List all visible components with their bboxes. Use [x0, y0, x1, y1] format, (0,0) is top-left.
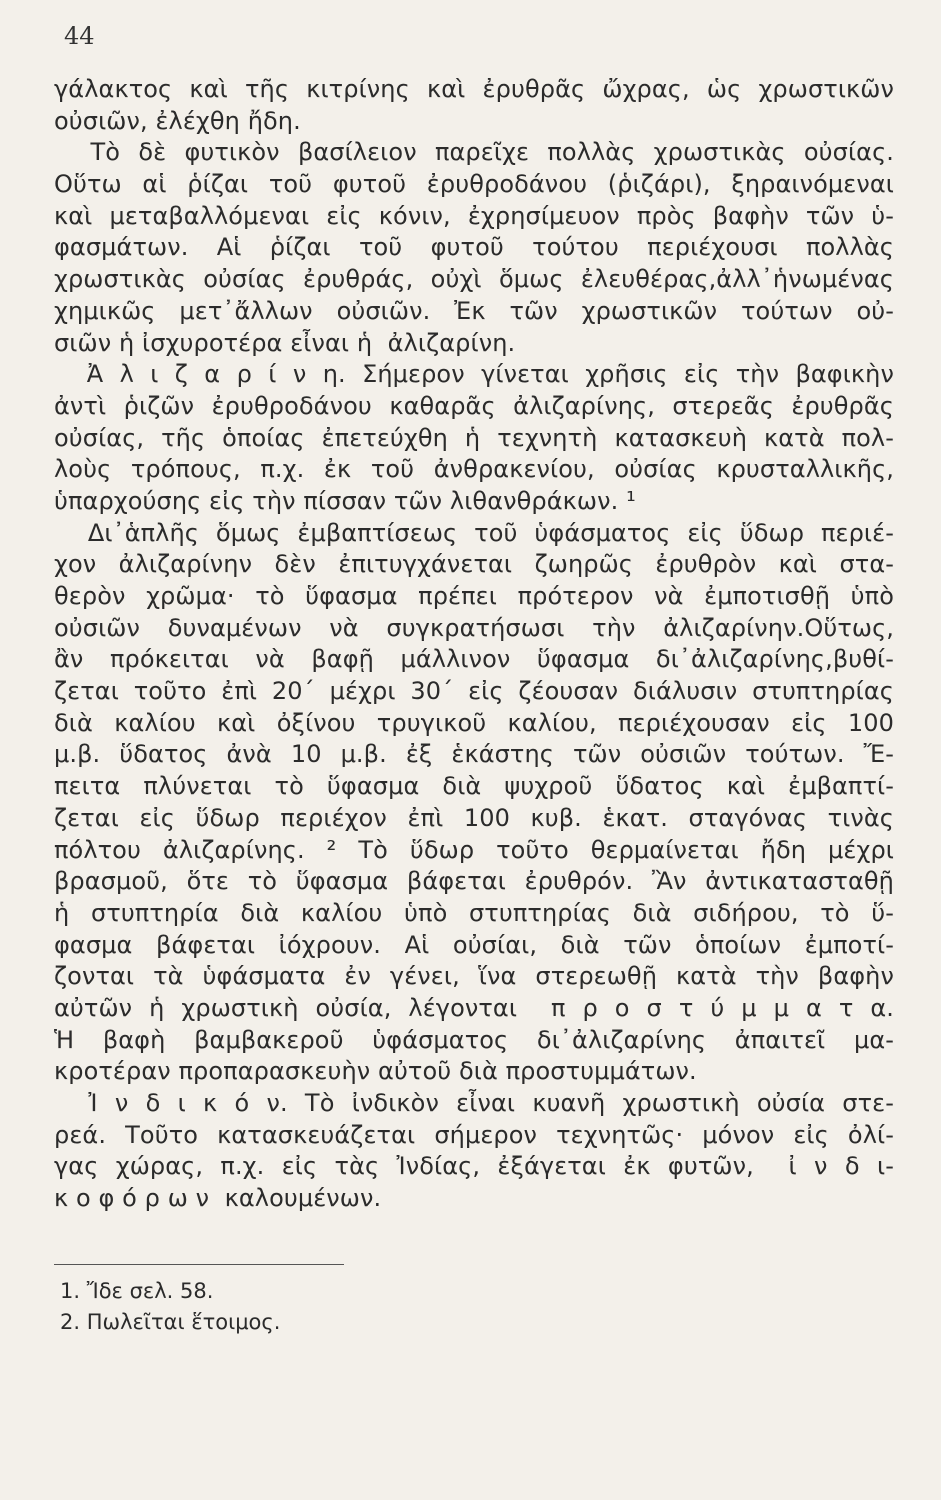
footnote-divider: [54, 1264, 344, 1265]
text-line: ζεται εἰς ὕδωρ περιέχον ἐπὶ 100 κυβ. ἑκατ. σταγόνας τινὰς: [54, 803, 894, 832]
text-line: λοὺς τρόπους, π.χ. ἐκ τοῦ ἀνθρακενίου, οὐσίας κρυσταλλικῆς,: [54, 455, 894, 484]
text-line: ὑπαρχούσης εἰς τὴν πίσσαν τῶν λιθανθράκων. ¹: [54, 486, 636, 515]
text-line: καὶ μεταβαλλόμεναι εἰς κόνιν, ἐχρησίμευον πρὸς βαφὴν τῶν ὑ-: [54, 201, 894, 230]
text-line: ἡ στυπτηρία διὰ καλίου ὑπὸ στυπτηρίας διὰ σιδήρου, τὸ ὕ-: [54, 898, 894, 927]
page-number: 44: [64, 22, 95, 50]
text-line: Ἀ λ ι ζ α ρ ί ν η. Σήμερον γίνεται χρῆσις εἰς τὴν βαφικὴν: [54, 360, 894, 389]
text-line: Ἰ ν δ ι κ ό ν. Τὸ ἰνδικὸν εἶναι κυανῆ χρωστικὴ οὐσία στε-: [54, 1089, 894, 1117]
text-line: ζονται τὰ ὑφάσματα ἐν γένει, ἵνα στερεωθῇ κατὰ τὴν βαφὴν: [54, 962, 894, 991]
text-line: αὐτῶν ἡ χρωστικὴ οὐσία, λέγονται π ρ ο σ τ ύ μ μ α τ α.: [54, 993, 894, 1022]
text-line: Δι᾽ἁπλῆς ὅμως ἐμβαπτίσεως τοῦ ὑφάσματος εἰς ὕδωρ περιέ-: [54, 518, 894, 547]
text-line: φασμάτων. Αἱ ῥίζαι τοῦ φυτοῦ τούτου περιέχουσι πολλὰς: [54, 233, 894, 262]
text-line: οὐσιῶν δυναμένων νὰ συγκρατήσωσι τὴν ἀλιζαρίνην.Οὕτως,: [54, 613, 894, 642]
footnote: 1. Ἴδε σελ. 58.: [60, 1279, 214, 1303]
text-line: πόλτου ἀλιζαρίνης. ² Τὸ ὕδωρ τοῦτο θερμαίνεται ἤδη μέχρι: [54, 835, 894, 864]
text-line: χρωστικὰς οὐσίας ἐρυθράς, οὐχὶ ὅμως ἐλευθέρας,ἀλλ᾽ἡνωμένας: [54, 265, 894, 294]
text-line: κροτέραν προπαρασκευὴν αὐτοῦ διὰ προστυμμάτων.: [54, 1057, 697, 1086]
text-line: Τὸ δὲ φυτικὸν βασίλειον παρεῖχε πολλὰς χρωστικὰς οὐσίας.: [54, 138, 894, 167]
text-line: γας χώρας, π.χ. εἰς τὰς Ἰνδίας, ἐξάγεται ἐκ φυτῶν, ἰ ν δ ι-: [54, 1152, 894, 1181]
text-line: οὐσίας, τῆς ὁποίας ἐπετεύχθη ἡ τεχνητὴ κατασκευὴ κατὰ πολ-: [54, 423, 894, 452]
text-line: σιῶν ἡ ἰσχυροτέρα εἶναι ἡ ἀλιζαρίνη.: [54, 328, 516, 357]
text-line: κ ο φ ό ρ ω ν καλουμένων.: [54, 1184, 382, 1213]
body-text: [54, 74, 894, 1215]
text-line: φασμα βάφεται ἰόχρουν. Αἱ οὐσίαι, διὰ τῶν ὁποίων ἐμποτί-: [54, 930, 894, 959]
text-line: ἀντὶ ῥιζῶν ἐρυθροδάνου καθαρᾶς ἀλιζαρίνης, στερεᾶς ἐρυθρᾶς: [54, 391, 894, 420]
text-line: ρεά. Τοῦτο κατασκευάζεται σήμερον τεχνητῶς· μόνον εἰς ὀλί-: [54, 1120, 894, 1149]
text-line: Ἡ βαφὴ βαμβακεροῦ ὑφάσματος δι᾽ἀλιζαρίνης ἀπαιτεῖ μα-: [54, 1025, 894, 1054]
text-line: οὐσιῶν, ἐλέχθη ἤδη.: [54, 106, 301, 135]
footnotes: [60, 1276, 560, 1338]
text-line: ἂν πρόκειται νὰ βαφῇ μάλλινον ὕφασμα δι᾽ἀλιζαρίνης,βυθί-: [54, 645, 894, 674]
text-line: διὰ καλίου καὶ ὀξίνου τρυγικοῦ καλίου, περιέχουσαν εἰς 100: [54, 708, 894, 737]
text-line: χημικῶς μετ᾽ἄλλων οὐσιῶν. Ἐκ τῶν χρωστικῶν τούτων οὐ-: [54, 296, 894, 325]
text-line: Οὕτω αἱ ῥίζαι τοῦ φυτοῦ ἐρυθροδάνου (ῥιζάρι), ξηραινόμεναι: [54, 170, 894, 199]
text-line: ζεται τοῦτο ἐπὶ 20΄ μέχρι 30΄ εἰς ζέουσαν διάλυσιν στυπτηρίας: [54, 677, 894, 706]
footnote: 2. Πωλεῖται ἕτοιμος.: [60, 1310, 281, 1334]
text-line: γάλακτος καὶ τῆς κιτρίνης καὶ ἐρυθρᾶς ὤχρας, ὡς χρωστικῶν: [54, 75, 894, 103]
text-line: μ.β. ὕδατος ἀνὰ 10 μ.β. ἐξ ἑκάστης τῶν οὐσιῶν τούτων. Ἔ-: [54, 740, 894, 769]
text-line: βρασμοῦ, ὅτε τὸ ὕφασμα βάφεται ἐρυθρόν. Ἂν ἀντικατασταθῇ: [54, 867, 894, 896]
text-line: θερὸν χρῶμα· τὸ ὕφασμα πρέπει πρότερον νὰ ἐμποτισθῇ ὑπὸ: [54, 582, 894, 610]
text-line: πειτα πλύνεται τὸ ὕφασμα διὰ ψυχροῦ ὕδατος καὶ ἐμβαπτί-: [54, 772, 894, 801]
text-line: χον ἀλιζαρίνην δὲν ἐπιτυγχάνεται ζωηρῶς ἐρυθρὸν καὶ στα-: [54, 550, 894, 579]
